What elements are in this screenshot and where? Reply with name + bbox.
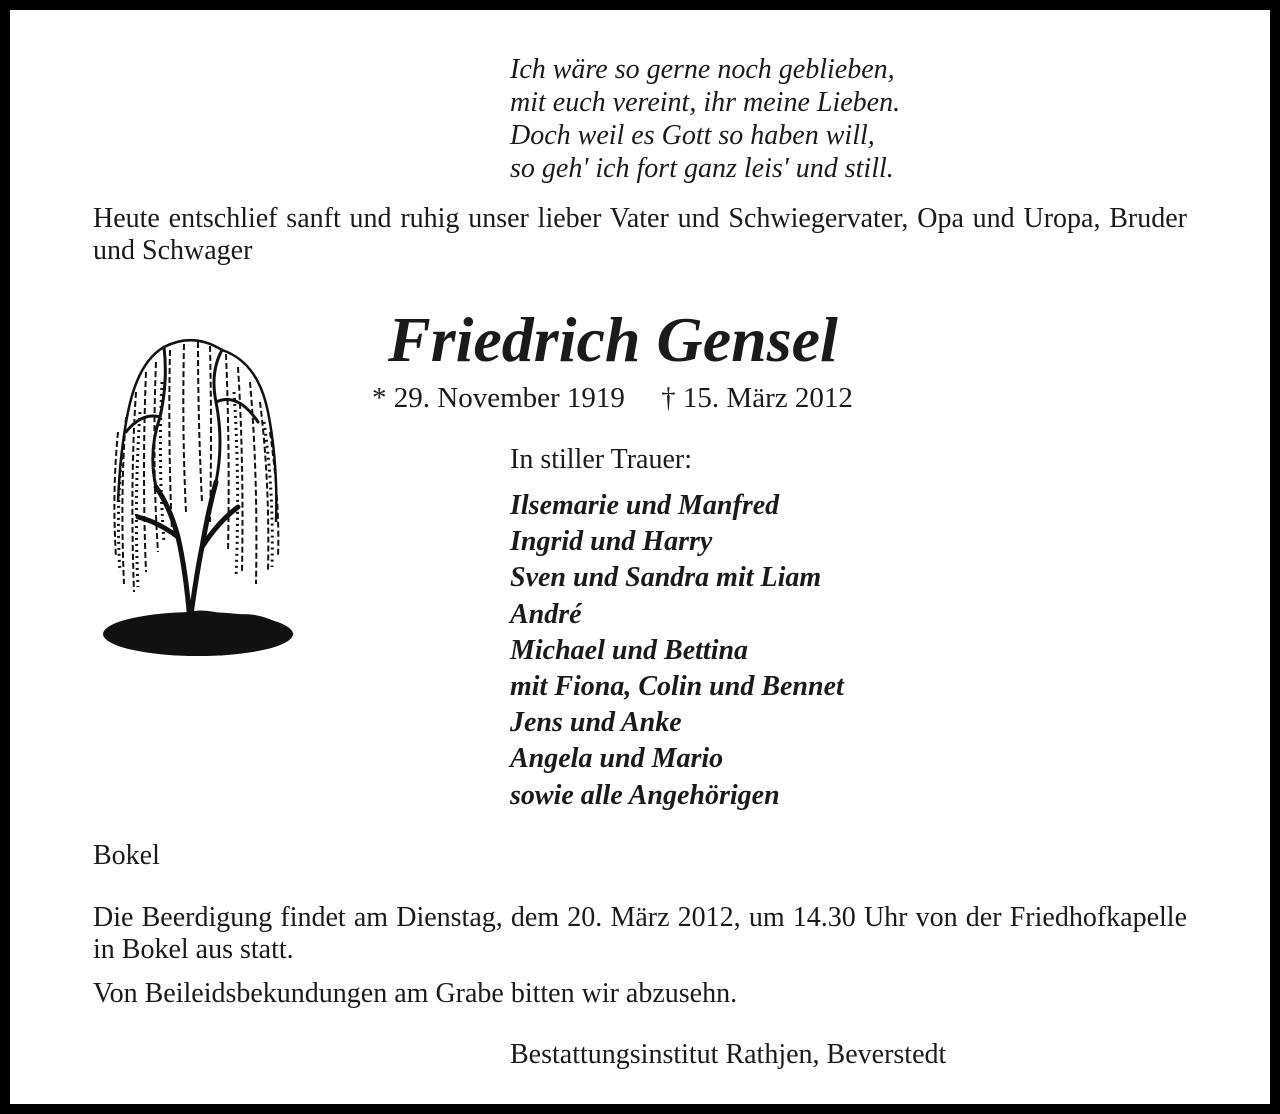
list-item: Michael und Bettina [510,634,749,666]
mourning-label: In stiller Trauer: [510,444,692,475]
poem-line: mit euch vereint, ihr meine Lieben. [510,87,901,118]
date-spacer [625,382,661,414]
life-dates [372,380,853,416]
poem [510,53,900,185]
place-name: Bokel [93,840,160,871]
birth-date: * 29. November 1919 [372,382,625,414]
condolence-notice: Von Beileidsbekundungen am Grabe bitten wir abzusehn. [93,978,738,1009]
poem-line: Doch weil es Gott so haben will, [510,120,875,151]
list-item: Sven und Sandra mit Liam [510,562,822,594]
weeping-willow-icon [98,322,304,667]
funeral-notice: Die Beerdigung findet am Dienstag, dem 20. März 2012, um 14.30 Uhr von der Friedhofkapelle in Bokel aus statt. [93,902,1187,965]
list-item: Jens und Anke [510,707,682,739]
mourners-list [510,488,844,814]
death-date: † 15. März 2012 [661,382,853,414]
list-item: mit Fiona, Colin und Bennet [510,671,844,703]
intro-text: Heute entschlief sanft und ruhig unser lieber Vater und Schwiegervater, Opa und Uropa, Bruder und Schwager [93,203,1187,266]
deceased-name: Friedrich Gensel [388,304,838,375]
poem-line: so geh' ich fort ganz leis' und still. [510,153,894,184]
list-item: Angela und Mario [510,743,724,775]
list-item: sowie alle Angehörigen [510,779,780,811]
list-item: André [510,598,582,630]
obituary-card [10,10,1270,1104]
undertaker-name: Bestattungsinstitut Rathjen, Beverstedt [510,1039,947,1070]
list-item: Ilsemarie und Manfred [510,490,780,521]
poem-line: Ich wäre so gerne noch geblieben, [510,54,895,85]
list-item: Ingrid und Harry [510,526,713,558]
